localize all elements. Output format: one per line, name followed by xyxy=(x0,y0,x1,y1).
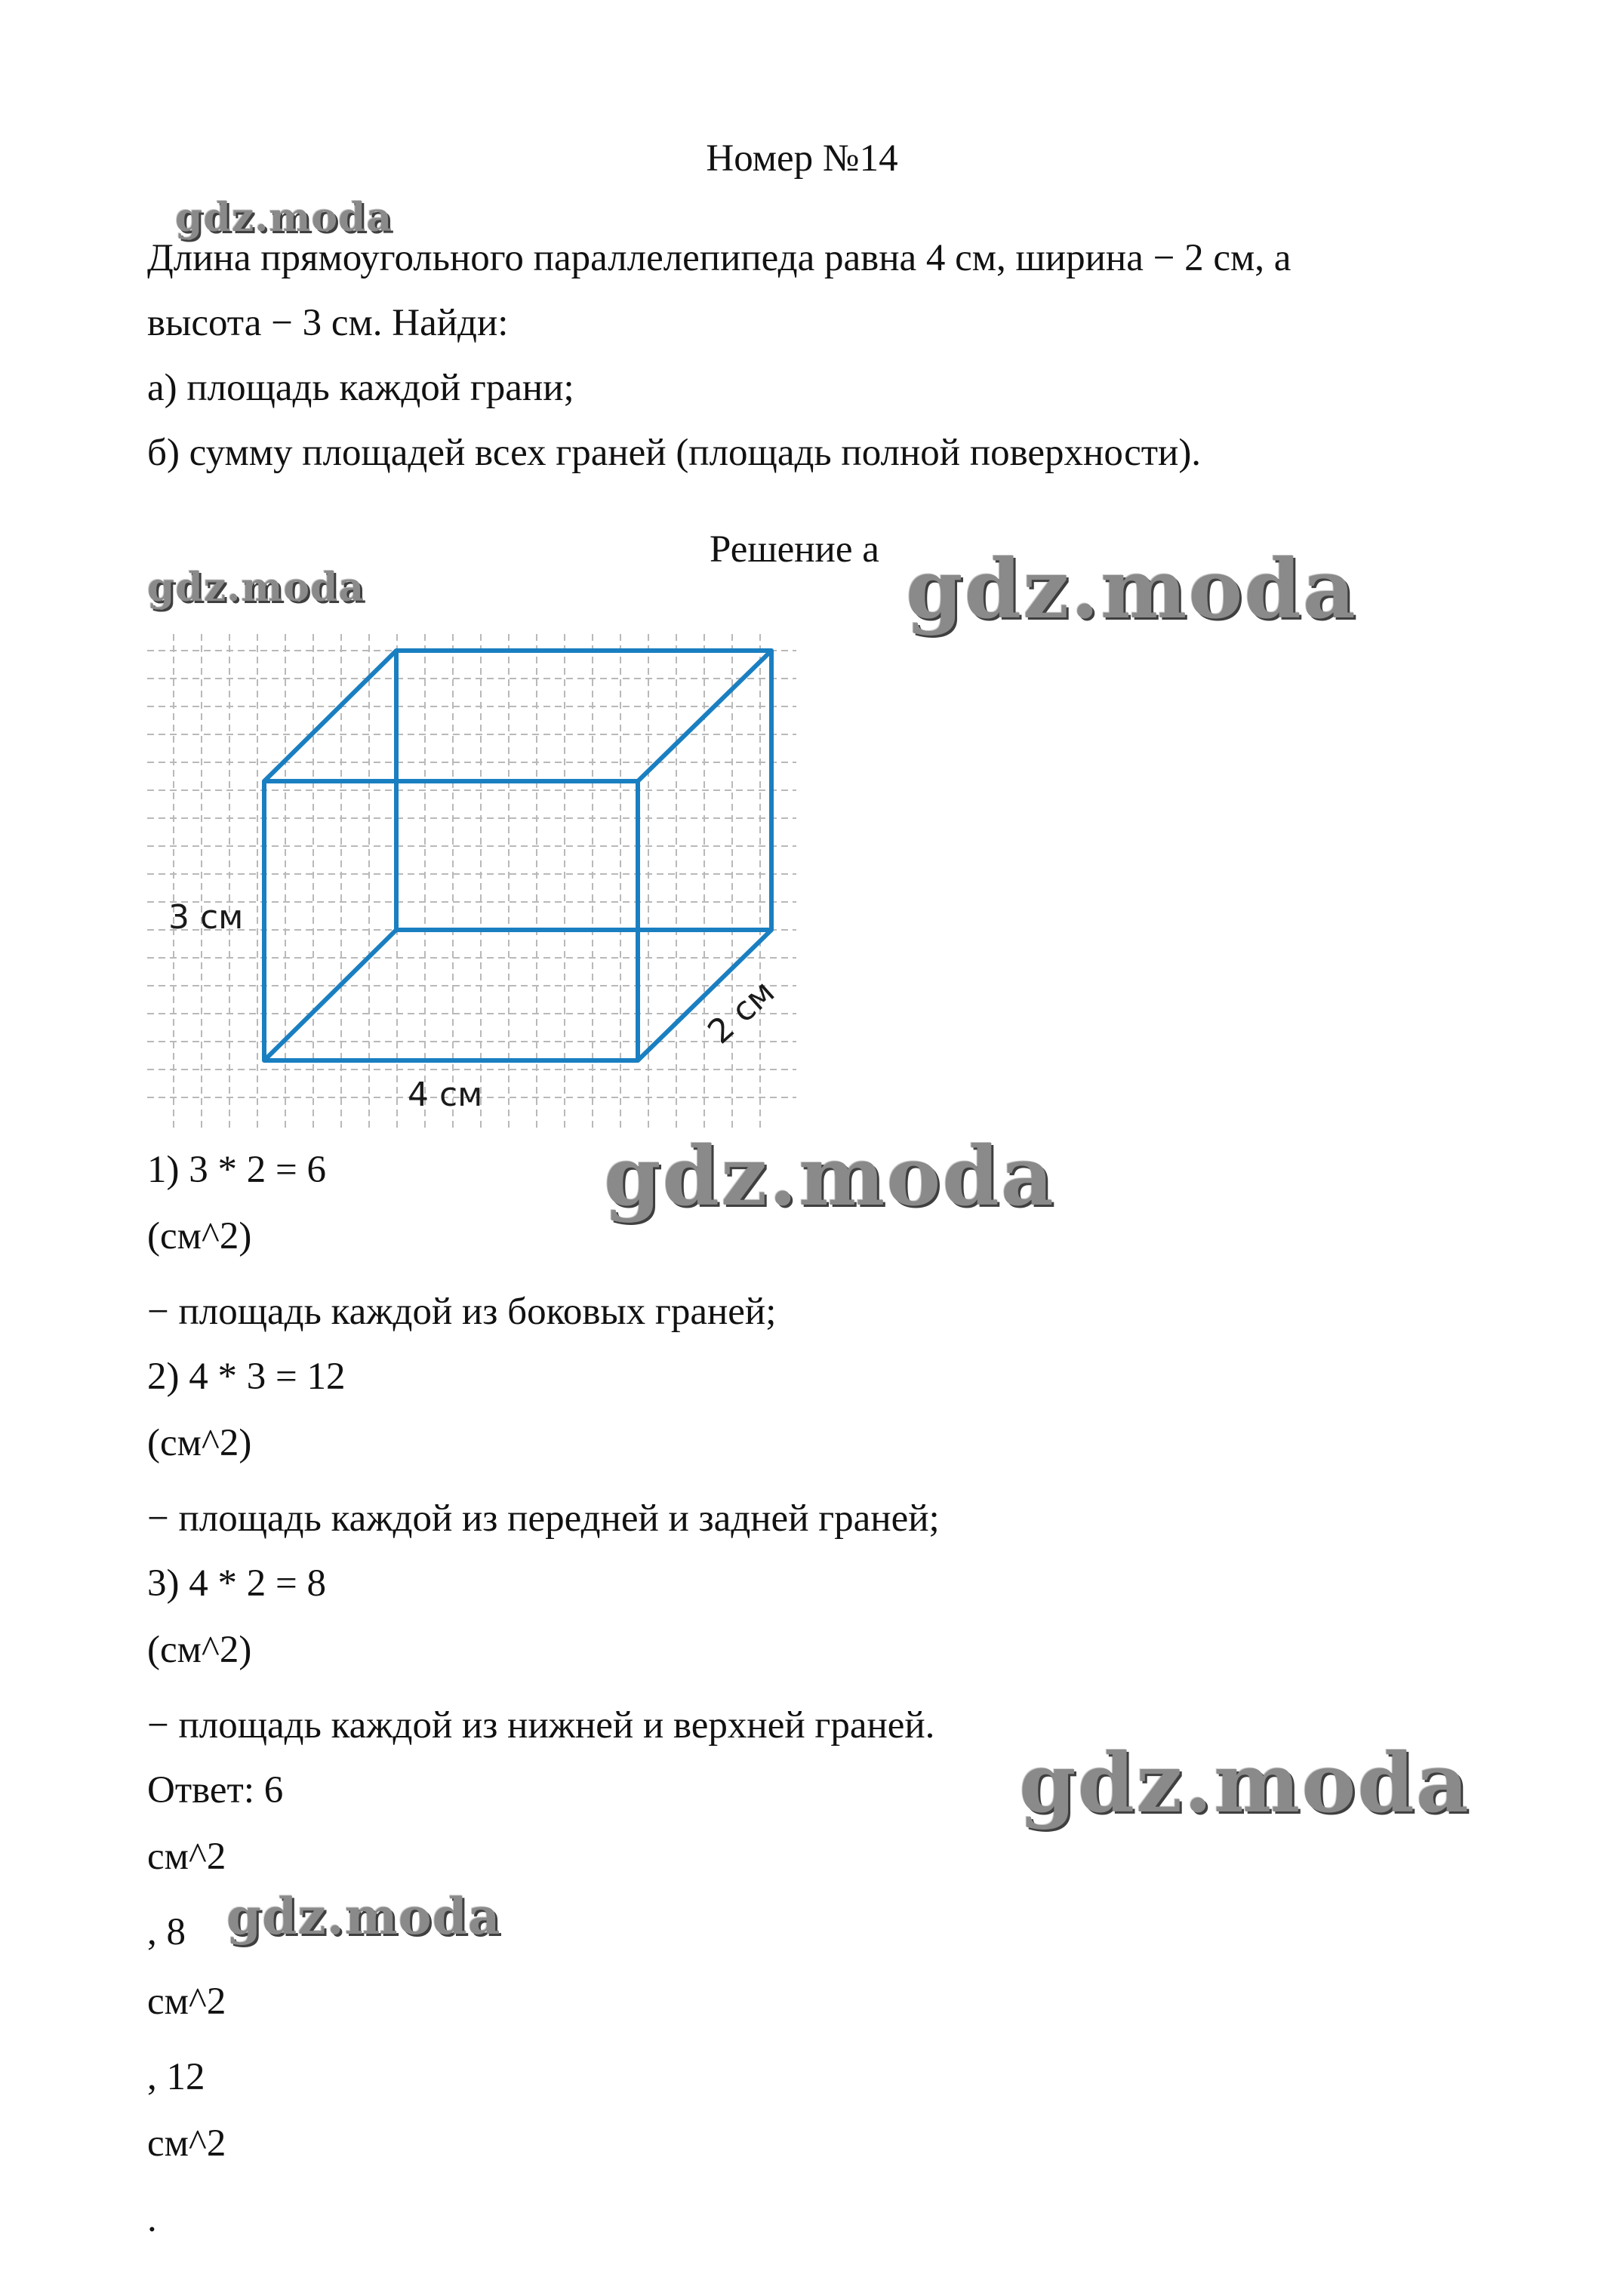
answer-unit-1: см^2 xyxy=(147,1836,226,1878)
watermark-logo: gdz.moda xyxy=(147,565,365,611)
step-1-text: − площадь каждой из боковых граней; xyxy=(147,1291,777,1333)
step-2-expr: 2) 4 * 3 = 12 xyxy=(147,1356,346,1398)
problem-line-1: Длина прямоугольного параллелепипеда равна 4 см, ширина − 2 см, а xyxy=(147,237,1292,279)
watermark-logo: gdz.moda xyxy=(604,1129,1055,1224)
step-1-expr: 1) 3 * 2 = 6 xyxy=(147,1149,326,1191)
answer-line-2: , 8 xyxy=(147,1911,186,1953)
answer-unit-2: см^2 xyxy=(147,1981,226,2023)
watermark-logo: gdz.moda xyxy=(1019,1736,1470,1831)
answer-line-3: , 12 xyxy=(147,2056,205,2098)
answer-line-1: Ответ: 6 xyxy=(147,1769,284,1811)
solution-heading: Решение а xyxy=(710,528,879,571)
height-label: 3 см xyxy=(168,898,244,937)
length-label: 4 см xyxy=(408,1076,483,1114)
step-3-text: − площадь каждой из нижней и верхней граней. xyxy=(147,1704,935,1747)
parallelepiped-figure xyxy=(147,634,811,1147)
problem-part-b: б) сумму площадей всех граней (площадь полной поверхности). xyxy=(147,432,1202,474)
step-2-text: − площадь каждой из передней и задней граней; xyxy=(147,1497,940,1540)
watermark-logo: gdz.moda xyxy=(906,542,1357,637)
box-edges xyxy=(264,651,771,1060)
problem-line-2: высота − 3 см. Найди: xyxy=(147,302,509,344)
front-face xyxy=(264,781,638,1060)
grid xyxy=(147,634,796,1132)
answer-unit-3: см^2 xyxy=(147,2122,226,2165)
answer-end: . xyxy=(147,2198,157,2240)
step-3-unit: (см^2) xyxy=(147,1629,252,1671)
watermark-logo: gdz.moda xyxy=(175,195,393,241)
step-3-expr: 3) 4 * 2 = 8 xyxy=(147,1562,326,1605)
watermark-logo: gdz.moda xyxy=(226,1887,501,1946)
problem-part-a: а) площадь каждой грани; xyxy=(147,367,574,409)
step-2-unit: (см^2) xyxy=(147,1422,252,1464)
step-1-unit: (см^2) xyxy=(147,1215,252,1257)
page-title: Номер №14 xyxy=(706,137,898,180)
width-label: 2 см xyxy=(700,972,783,1052)
